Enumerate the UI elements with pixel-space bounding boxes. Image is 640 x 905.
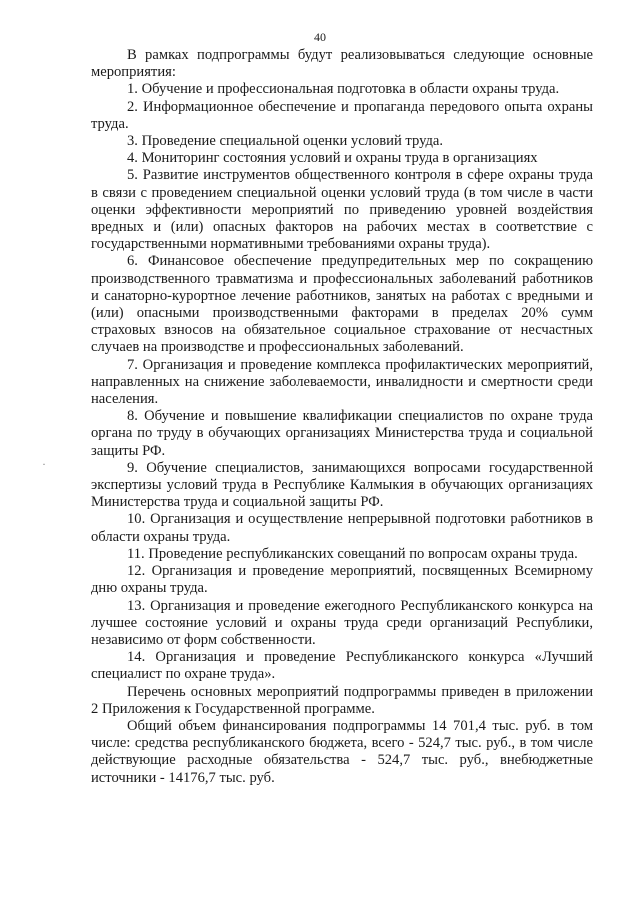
activity-item-11: 11. Проведение республиканских совещаний по вопросам охраны труда. bbox=[127, 545, 578, 562]
activity-item-12: 12. Организация и проведение мероприятий, посвященных Всемирному дню охраны труда. bbox=[91, 563, 593, 597]
activity-item-2: 2. Информационное обеспечение и пропаганда передового опыта охраны труда. bbox=[91, 98, 593, 132]
activity-item-13: 13. Организация и проведение ежегодного Республиканского конкурса на лучшее состояние условий и охраны труда среди организаций Республики, независимо от форм собственности. bbox=[91, 597, 593, 648]
page-number: 40 bbox=[314, 30, 326, 44]
activity-item-1: 1. Обучение и профессиональная подготовка в области охраны труда. bbox=[127, 81, 560, 98]
activity-item-6: 6. Финансовое обеспечение предупредительных мер по сокращению производственного травматизма и профессиональных заболеваний работников и санаторно-курортное лечение работников, занятых на работах с вредными и (или) опасными производственными факторами в пределах 20% сумм страховых взносов на обязательное социальное страхование от несчастных случаев на производстве и профессиональных заболеваний. bbox=[91, 253, 593, 356]
document-body bbox=[91, 47, 593, 787]
activity-item-14: 14. Организация и проведение Республиканского конкурса «Лучший специалист по охране труда». bbox=[91, 649, 593, 683]
margin-mark: · bbox=[42, 457, 46, 471]
funding-paragraph: Общий объем финансирования подпрограммы 14 701,4 тыс. руб. в том числе: средства республиканского бюджета, всего - 524,7 тыс. руб., в том числе действующие расходные обязательства - 524,7 тыс. руб., внебюджетные источники - 14176,7 тыс. руб. bbox=[91, 717, 593, 786]
activity-item-4: 4. Мониторинг состояния условий и охраны труда в организациях bbox=[127, 150, 538, 167]
activity-item-10: 10. Организация и осуществление непрерывной подготовки работников в области охраны труда. bbox=[91, 511, 593, 545]
activity-item-7: 7. Организация и проведение комплекса профилактических мероприятий, направленных на снижение заболеваемости, инвалидности и смертности среди населения. bbox=[91, 356, 593, 408]
activities-list-reference: Перечень основных мероприятий подпрограммы приведен в приложении 2 Приложения к Государственной программе. bbox=[91, 683, 593, 717]
activity-item-9: 9. Обучение специалистов, занимающихся вопросами государственной экспертизы условий труда в Республике Калмыкия в обучающих организациях Министерства труда и социальной защиты РФ. bbox=[91, 459, 593, 511]
intro-paragraph: В рамках подпрограммы будут реализовываться следующие основные мероприятия: bbox=[91, 47, 593, 81]
activity-item-5: 5. Развитие инструментов общественного контроля в сфере охраны труда в связи с проведением специальной оценки условий труда (в том числе в части оценки эффективности мероприятий по приведению уровней воздействия вредных и (или) опасных факторов на рабочих местах в соответствие с государственными нормативными требованиями охраны труда). bbox=[91, 167, 593, 253]
activity-item-3: 3. Проведение специальной оценки условий труда. bbox=[127, 133, 444, 150]
activity-item-8: 8. Обучение и повышение квалификации специалистов по охране труда органа по труду в обучающих организациях Министерства труда и социальной защиты РФ. bbox=[91, 408, 593, 459]
